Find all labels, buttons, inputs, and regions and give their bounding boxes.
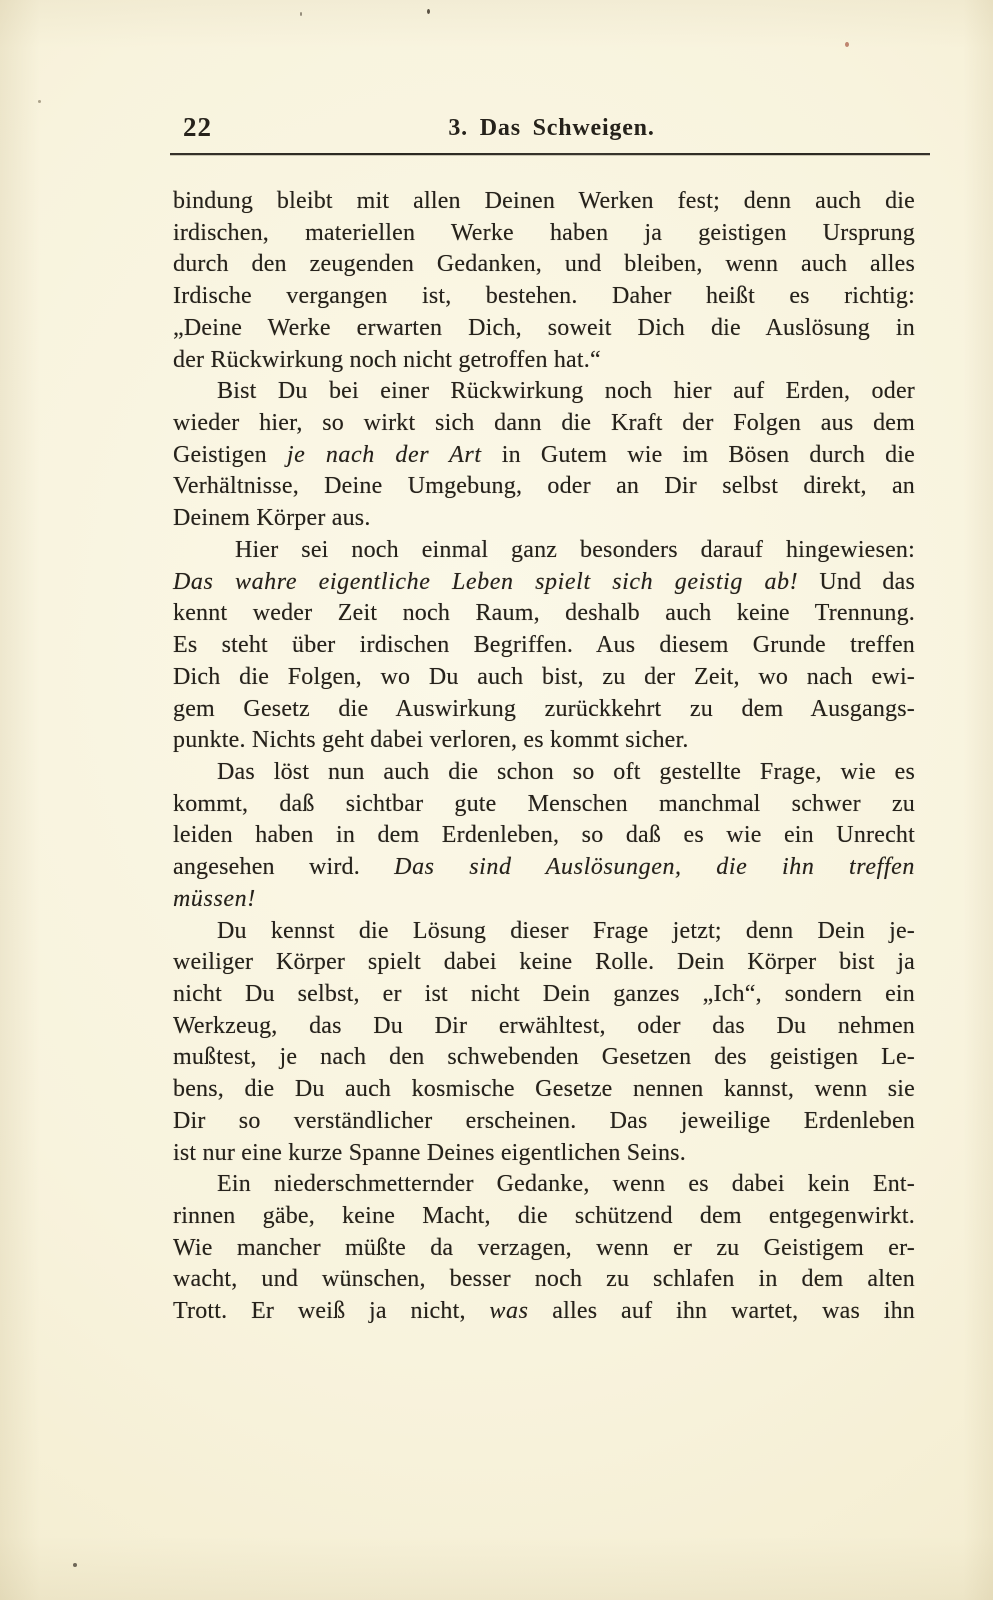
text-line [173,1169,915,1201]
body-text: wacht, und wünschen, besser noch zu schlafen in dem alten [173,1266,915,1293]
body-text: Geistigen [173,441,287,468]
paper-speck [427,9,430,14]
page-body [173,186,915,1328]
text-line [173,1201,915,1233]
text-line [173,471,915,503]
page-number: 22 [183,112,212,142]
body-text: Verhältnisse, Deine Umgebung, oder an Dir selbst direkt, an [173,473,915,500]
body-text: leiden haben in dem Erdenleben, so daß es wie ein Unrecht [173,822,915,849]
body-text: angesehen wird. [173,854,395,881]
body-text: gem Gesetz die Auswirkung zurückkehrt zu dem Ausgangs- [173,695,915,722]
body-text: alles auf ihn wartet, was ihn [528,1298,916,1325]
emphasized-text: was [489,1298,529,1325]
text-line [173,694,915,726]
text-line [173,567,915,599]
paper-speck [38,100,41,103]
text-line [173,281,915,313]
text-line [173,979,915,1011]
text-line [173,1074,915,1106]
text-line [173,947,915,979]
text-line [173,186,915,218]
text-line [173,313,915,345]
body-text: bens, die Du auch kosmische Gesetze nennen kannst, wenn sie [173,1076,915,1103]
body-text: Wie mancher müßte da verzagen, wenn er zu Geistigem er- [173,1234,915,1261]
body-text: der Rückwirkung noch nicht getroffen hat.“ [173,346,601,373]
body-text: Bist Du bei einer Rückwirkung noch hier auf Erden, oder [217,378,915,405]
text-line [173,345,915,377]
paragraph [173,1169,915,1328]
text-line [173,376,915,408]
paper-speck [300,12,302,16]
body-text: mußtest, je nach den schwebenden Gesetzen des geistigen Le- [173,1044,915,1071]
paragraph [173,376,915,535]
text-line [173,916,915,948]
emphasized-text: müssen! [173,885,256,912]
body-text: Hier sei noch einmal ganz besonders darauf hingewiesen: [235,536,915,563]
body-text: „Deine Werke erwarten Dich, soweit Dich die Auslösung in [173,314,915,341]
text-line [173,535,915,567]
text-line [173,1296,915,1328]
text-line [173,1011,915,1043]
text-line [173,1106,915,1138]
body-text: Und das [798,568,915,595]
body-text: kommt, daß sichtbar gute Menschen manchmal schwer zu [173,790,915,817]
text-line [173,1042,915,1074]
body-text: rinnen gäbe, keine Macht, die schützend dem entgegenwirkt. [173,1203,915,1229]
body-text: Dir so verständlicher erscheinen. Das jeweilige Erdenleben [173,1107,915,1134]
text-line [173,249,915,281]
body-text: irdischen, materiellen Werke haben ja geistigen Ursprung [173,219,915,246]
text-line [173,820,915,852]
emphasized-text: je nach der Art [286,441,482,468]
text-line [173,598,915,630]
paragraph [173,535,915,757]
text-line [173,757,915,789]
body-text: wieder hier, so wirkt sich dann die Kraft der Folgen aus dem [173,410,915,437]
body-text: Irdische vergangen ist, bestehen. Daher heißt es richtig: [173,283,915,310]
body-text: Deinem Körper aus. [173,505,371,532]
body-text: Trott. Er weiß ja nicht, [173,1298,490,1325]
paper-speck [73,1563,77,1567]
body-text: ist nur eine kurze Spanne Deines eigentlichen Seins. [173,1139,686,1166]
body-text: kennt weder Zeit noch Raum, deshalb auch keine Trennung. [173,600,915,627]
emphasized-text: Das sind Auslösungen, die ihn treffen [394,854,915,881]
chapter-header: 3. Das Schweigen. [448,115,655,141]
body-text: nicht Du selbst, er ist nicht Dein ganzes „Ich“, sondern ein [173,980,915,1007]
body-text: Ein niederschmetternder Gedanke, wenn es dabei kein Ent- [217,1171,915,1198]
text-line [173,408,915,440]
text-line [173,218,915,250]
paper-speck [845,42,849,47]
text-line [173,852,915,884]
body-text: Es steht über irdischen Begriffen. Aus diesem Grunde treffen [173,632,915,659]
body-text: bindung bleibt mit allen Deinen Werken fest; denn auch die [173,188,915,214]
text-line [173,884,915,916]
body-text: durch den zeugenden Gedanken, und bleiben, wenn auch alles [173,251,915,278]
body-text: punkte. Nichts geht dabei verloren, es kommt sicher. [173,727,689,754]
paragraph [173,916,915,1170]
header-rule [170,153,930,155]
body-text: Werkzeug, das Du Dir erwähltest, oder das Du nehmen [173,1012,915,1039]
text-line [173,1138,915,1170]
running-head [173,112,930,146]
text-line [173,1233,915,1265]
text-line [173,662,915,694]
text-line [173,630,915,662]
emphasized-text: Das wahre eigentliche Leben spielt sich geistig ab! [173,568,799,595]
body-text: Das löst nun auch die schon so oft gestellte Frage, wie es [217,758,915,785]
body-text: Dich die Folgen, wo Du auch bist, zu der Zeit, wo nach ewi- [173,663,915,690]
text-line [173,789,915,821]
body-text: Du kennst die Lösung dieser Frage jetzt; denn Dein je- [217,917,915,944]
text-line [173,725,915,757]
body-text: weiliger Körper spielt dabei keine Rolle. Dein Körper bist ja [173,949,915,976]
paragraph [173,186,915,376]
text-line [173,1264,915,1296]
paragraph [173,757,915,916]
text-line [173,503,915,535]
text-line [173,440,915,472]
body-text: in Gutem wie im Bösen durch die [481,441,916,468]
